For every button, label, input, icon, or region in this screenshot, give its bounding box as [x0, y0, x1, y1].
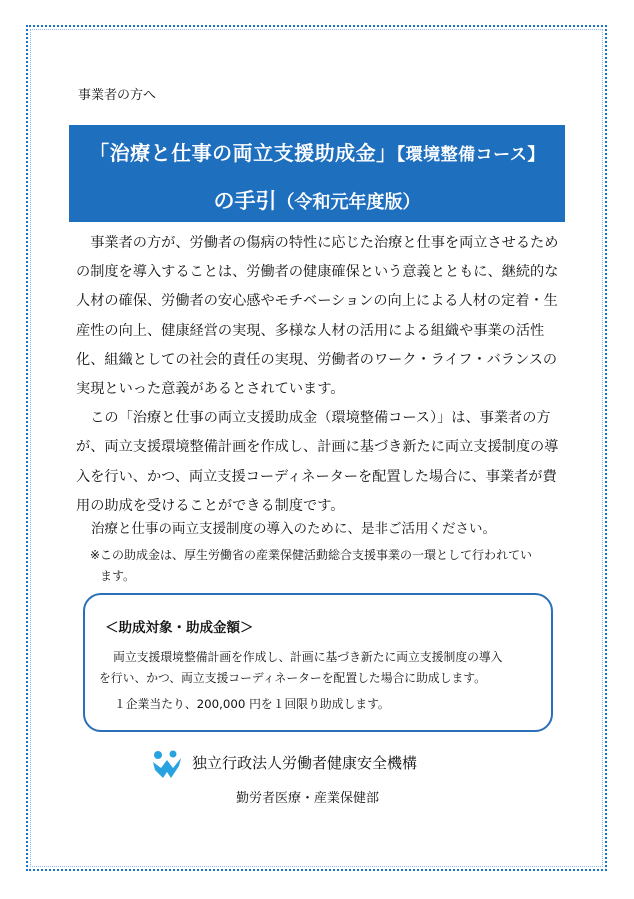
info-box-amount: １企業当たり、200,000 円を１回限り助成します。: [114, 697, 390, 711]
note: [90, 545, 570, 587]
info-box: [83, 593, 553, 732]
banner-subtitle-line: [69, 185, 565, 215]
body-text: [76, 229, 560, 521]
title-banner: [69, 125, 565, 222]
banner-year: （令和元年度版）: [276, 192, 421, 213]
body-paragraph-2: この「治療と仕事の両立支援助成金（環境整備コース）」は、事業者の方が、両立支援環境整備計画を作成し、計画に基づき新たに両立支援制度の導入を行い、かつ、両立支援コーディネーターを配置した場合に、事業者が費用の助成を受けることができる制度です。: [76, 410, 559, 514]
banner-course: 【環境整備コース】: [396, 145, 545, 165]
info-box-text: [99, 647, 549, 689]
department-name: 勤労者医療・産業保健部: [236, 791, 380, 806]
banner-title: 「治療と仕事の両立支援助成金」: [89, 141, 397, 165]
note-line-1: ※この助成金は、厚生労働省の産業保健活動総合支援事業の一環として行われてい: [90, 548, 533, 562]
body-paragraph-1: 事業者の方が、労働者の傷病の特性に応じた治療と仕事を両立させるための制度を導入することは、労働者の健康確保という意義とともに、継続的な人材の確保、労働者の安心感やモチベーションの向上による人材の定着・生産性の向上、健康経営の実現、多様な人材の活用による組織や事業の活性化、組織としての社会的責任の実現、労働者のワーク・ライフ・バランスの実現といった意義があるとされています。: [76, 235, 559, 398]
note-line-2: ます。: [100, 569, 136, 583]
addressee: 事業者の方へ: [78, 88, 157, 103]
info-box-title: ＜助成対象・助成金額＞: [105, 620, 254, 636]
banner-subtitle: の手引: [213, 189, 277, 213]
info-box-text-line-1: 両立支援環境整備計画を作成し、計画に基づき新たに両立支援制度の導入: [113, 650, 503, 664]
info-box-text-line-2: を行い、かつ、両立支援コーディネーターを配置した場合に助成します。: [99, 671, 486, 685]
call-to-action: 治療と仕事の両立支援制度の導入のために、是非ご活用ください。: [91, 521, 496, 537]
organization-name: 独立行政法人労働者健康安全機構: [192, 754, 418, 772]
banner-title-line: [69, 137, 565, 166]
johas-logo-icon: [151, 750, 183, 780]
